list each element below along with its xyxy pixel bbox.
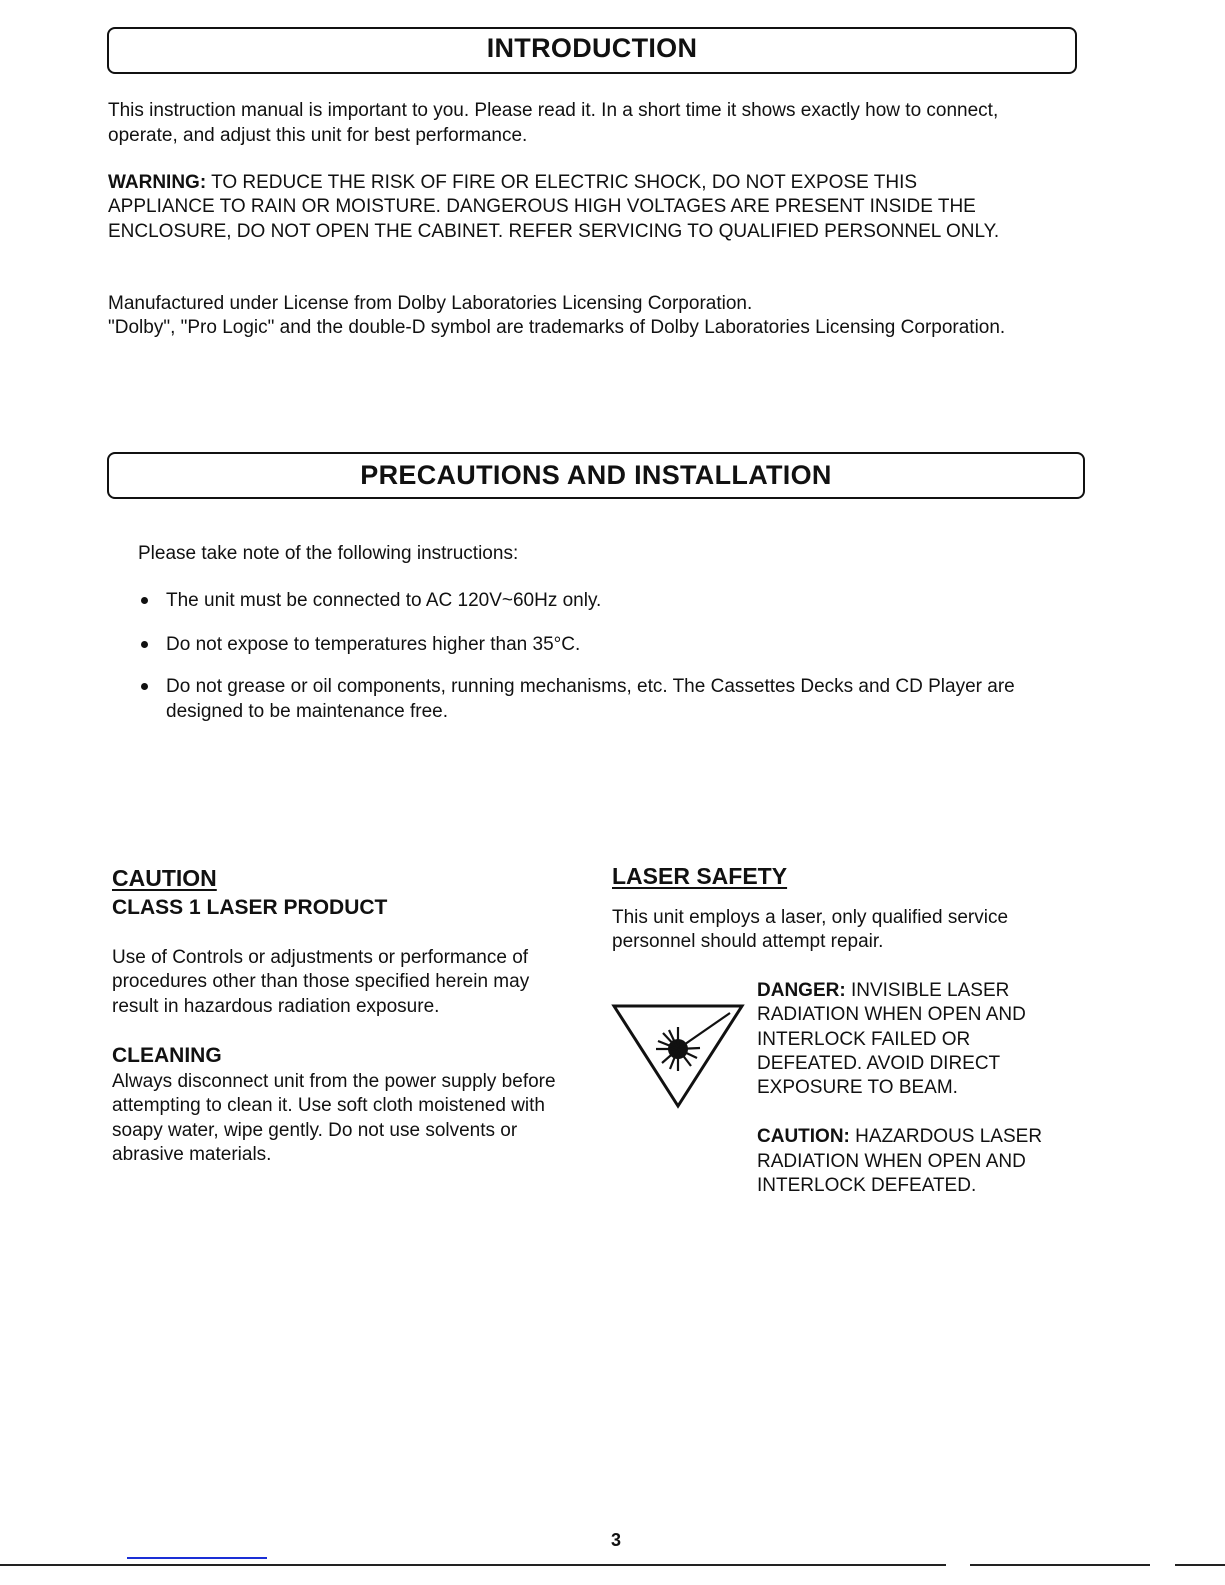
caution-line: result in hazardous radiation exposure.	[112, 996, 440, 1017]
laser-caution-line: RADIATION WHEN OPEN AND	[757, 1151, 1026, 1172]
caution-title: CAUTION	[112, 865, 217, 891]
danger-line: DEFEATED. AVOID DIRECT	[757, 1053, 1001, 1074]
cleaning-line: abrasive materials.	[112, 1144, 272, 1165]
cleaning-line: Always disconnect unit from the power supply before	[112, 1071, 556, 1092]
precaution-item-continued: designed to be maintenance free.	[166, 701, 449, 722]
laser-warning-icon	[590, 970, 750, 1110]
caution-line: Use of Controls or adjustments or performance of	[112, 947, 529, 968]
precaution-item: Do not expose to temperatures higher than 35°C.	[166, 634, 581, 655]
cleaning-line: soapy water, wipe gently. Do not use solvents or	[112, 1120, 518, 1141]
danger-label: DANGER:	[757, 980, 846, 1001]
caution-line: procedures other than those specified herein may	[112, 971, 530, 992]
bullet-icon	[141, 683, 148, 690]
warning-line	[108, 171, 917, 196]
danger-text: INVISIBLE LASER	[845, 980, 1010, 1001]
bullet-icon	[141, 597, 148, 604]
laser-caution-label: CAUTION:	[757, 1126, 850, 1147]
warning-line: APPLIANCE TO RAIN OR MOISTURE. DANGEROUS HIGH VOLTAGES ARE PRESENT INSIDE THE	[108, 196, 976, 217]
laser-safety-line: personnel should attempt repair.	[612, 931, 884, 952]
intro-paragraph-line: This instruction manual is important to you. Please read it. In a short time it shows exactly how to connect,	[108, 100, 999, 121]
warning-line: ENCLOSURE, DO NOT OPEN THE CABINET. REFER SERVICING TO QUALIFIED PERSONNEL ONLY.	[108, 221, 1000, 242]
caution-subtitle: CLASS 1 LASER PRODUCT	[112, 896, 388, 919]
footer-rule-blue	[127, 1557, 267, 1559]
cleaning-title: CLEANING	[112, 1044, 222, 1067]
precautions-intro: Please take note of the following instructions:	[138, 543, 519, 564]
bullet-icon	[141, 641, 148, 648]
page-number: 3	[611, 1530, 622, 1550]
laser-safety-line: This unit employs a laser, only qualified service	[612, 907, 1009, 928]
intro-paragraph-line: operate, and adjust this unit for best performance.	[108, 125, 528, 146]
laser-caution-line	[757, 1125, 1042, 1150]
introduction-title: INTRODUCTION	[486, 33, 698, 63]
warning-text: TO REDUCE THE RISK OF FIRE OR ELECTRIC SHOCK, DO NOT EXPOSE THIS	[206, 172, 918, 193]
precautions-title: PRECAUTIONS AND INSTALLATION	[360, 460, 832, 490]
warning-label: WARNING:	[108, 172, 207, 193]
license-line: Manufactured under License from Dolby Laboratories Licensing Corporation.	[108, 293, 753, 314]
precaution-item: The unit must be connected to AC 120V~60Hz only.	[166, 590, 602, 611]
laser-caution-line: INTERLOCK DEFEATED.	[757, 1175, 977, 1196]
danger-line: INTERLOCK FAILED OR	[757, 1029, 971, 1050]
footer-rule	[970, 1564, 1150, 1566]
danger-line	[757, 979, 1009, 1004]
laser-caution-text: HAZARDOUS LASER	[849, 1126, 1043, 1147]
precaution-item: Do not grease or oil components, running mechanisms, etc. The Cassettes Decks and CD Player are	[166, 676, 1015, 697]
laser-safety-title: LASER SAFETY	[612, 863, 788, 889]
footer-rule	[1175, 1564, 1225, 1566]
danger-line: EXPOSURE TO BEAM.	[757, 1077, 958, 1098]
license-line: "Dolby", "Pro Logic" and the double-D symbol are trademarks of Dolby Laboratories Licensing Corporation.	[108, 317, 1006, 338]
footer-rule	[0, 1564, 946, 1566]
danger-line: RADIATION WHEN OPEN AND	[757, 1004, 1026, 1025]
cleaning-line: attempting to clean it. Use soft cloth moistened with	[112, 1095, 545, 1116]
